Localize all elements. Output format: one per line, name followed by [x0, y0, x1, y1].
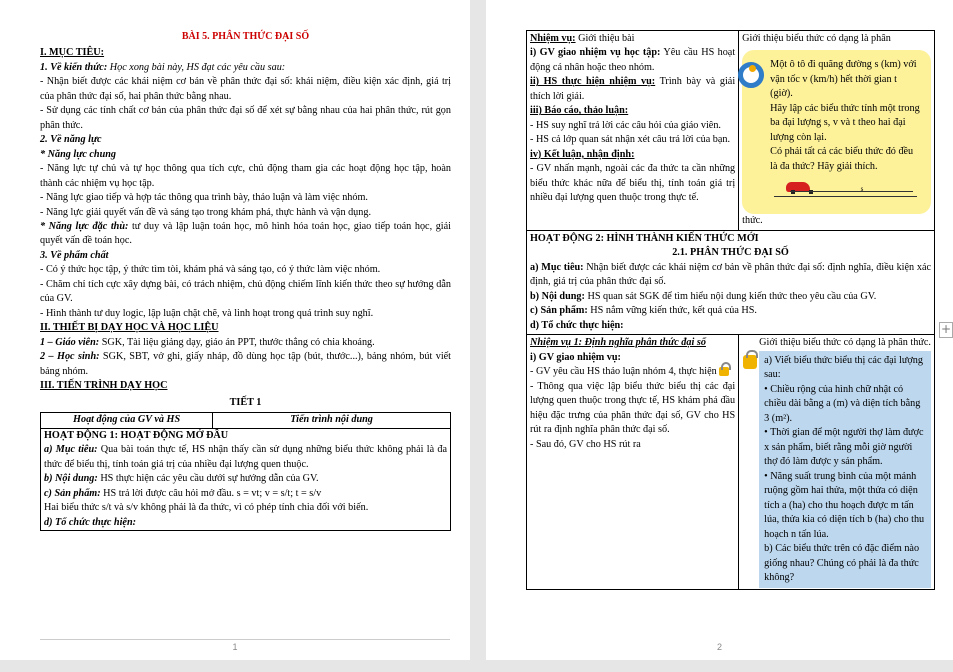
task1-label: Nhiệm vụ 1: Định nghĩa phân thức đại số [530, 337, 706, 349]
explore-bullet: • Thời gian để một người thợ làm được x sản phẩm, biết rằng mỗi giờ người thợ đó làm được y sản phẩm. [764, 427, 924, 468]
car-illustration [770, 180, 921, 206]
activity-1-cell [41, 428, 451, 530]
competence-label: 2. Về năng lực [40, 134, 102, 146]
footer-line [40, 639, 450, 640]
fraction-note: Hai biểu thức s/t và s/v không phải là đa thức, vì có phép tính chia đối với biến. [44, 502, 369, 514]
intro-text-end: thức. [742, 215, 763, 227]
period-title: TIẾT 1 [229, 396, 262, 408]
lock-icon [719, 367, 729, 376]
competence-line: - Năng lực tự chủ và tự học thông qua tích cực, chủ động tham gia các hoạt động học tập, hoàn thành các nhiệm vụ học tập. [40, 163, 451, 189]
task1-cell [527, 335, 739, 590]
teacher-text: SGK, Tài liệu giảng dạy, giáo án PPT, thước thẳng có chia khoảng. [99, 336, 375, 348]
lesson-title: BÀI 5. PHÂN THỨC ĐẠI SỐ [181, 31, 310, 42]
task-cell [527, 31, 739, 231]
page-number: 2 [716, 642, 722, 653]
organize2-label: d) Tổ chức thực hiện: [530, 319, 624, 331]
step-iii-line: - HS suy nghĩ trả lời các câu hỏi của giáo viên. [530, 119, 721, 131]
explore-bullet: • Chiều rộng của hình chữ nhật có chiều dài bằng a (m) và diện tích bằng 3 (m²). [764, 383, 921, 424]
organize-label: d) Tổ chức thực hiện: [44, 516, 137, 528]
lightbulb-ring-icon [738, 62, 764, 88]
step-iii-line: - HS cả lớp quan sát nhận xét câu trả lời của bạn. [530, 134, 731, 146]
explore-box [759, 351, 931, 589]
content2-text: HS quan sát SGK để tìm hiểu nội dung kiến thức theo yêu cầu của GV. [584, 290, 877, 302]
explore-intro: Giới thiệu biểu thức có dạng là phân thức. [759, 337, 931, 349]
note-line: Hãy lập các biểu thức tính một trong ba đại lượng s, v và t theo hai đại lượng còn lại. [770, 102, 920, 143]
distance-label: s [860, 185, 864, 194]
content-text: HS thực hiện các yêu cầu dưới sự hướng dẫn của GV. [97, 473, 319, 485]
activity-table [526, 30, 935, 590]
step-ii-text: Trình bày và giải thích lời giải. [530, 76, 736, 102]
intro-cell [739, 31, 935, 231]
explore-cell [739, 335, 935, 590]
product2-text: HS nắm vững kiến thức, kết quả của HS. [587, 305, 757, 317]
goal2-label: a) Mục tiêu: [530, 261, 584, 273]
road-line [774, 196, 917, 197]
quality-line: - Chăm chỉ tích cực xây dựng bài, có trách nhiệm, chủ động chiếm lĩnh kiến thức theo sự hướng dẫn của GV. [40, 278, 451, 305]
step-i-text: Yêu cầu HS hoạt động cá nhân hoặc theo nhóm. [530, 47, 736, 73]
step-ii-label: ii) HS thực hiện nhiệm vụ: [530, 76, 656, 88]
lesson-table [40, 412, 451, 531]
knowledge-line: - Nhận biết được các khái niệm cơ bản về phân thức đại số: khái niệm, điều kiện xác định, giá trị của phân thức đại số, hai phân thức bằng nhau. [40, 76, 451, 102]
page-2-content [526, 30, 935, 590]
knowledge-text: Học xong bài này, HS đạt các yêu cầu sau: [107, 61, 286, 73]
lock-icon [743, 355, 757, 369]
competence-line: - Năng lực giải quyết vấn đề và sáng tạo trong khám phá, thực hành và vận dụng. [40, 206, 372, 218]
step-i-label: i) GV giao nhiệm vụ học tập: [530, 47, 661, 59]
product2-label: c) Sản phẩm: [530, 305, 588, 317]
step-iii-label: iii) Báo cáo, thảo luận: [530, 105, 629, 117]
problem-note [742, 50, 931, 214]
explore-question-b: b) Các biểu thức trên có đặc điểm nào giống nhau? Chúng có phải là đa thức không? [764, 543, 920, 583]
knowledge-line: - Sử dụng các tính chất cơ bản của phân thức đại số để xét sự bằng nhau của hai phân thức, rút gọn phân thức. [40, 105, 451, 131]
content-label: b) Nội dung: [44, 473, 98, 485]
general-competence-label: * Năng lực chung [40, 148, 117, 160]
col-header-activity: Hoạt động của GV và HS [41, 413, 213, 428]
page-1 [0, 0, 470, 660]
task1-line: - Sau đó, GV cho HS rút ra [530, 438, 641, 450]
student-label: 2 – Học sinh: [40, 351, 100, 363]
quality-line: - Hình thành tư duy logic, lập luận chặt chẽ, và linh hoạt trong quá trình suy nghĩ. [40, 307, 374, 319]
task1-line: - Thông qua việc lập biểu thức biểu thị các đại lượng quen thuộc trong thực tế, HS khám phá đầu hiệu đặc trưng của phân thức đại số, GV cho HS rút ra định nghĩa phân thức đại số. [530, 380, 736, 436]
task1-line: - GV yêu cầu HS thảo luận nhóm 4, thực hiện [530, 366, 717, 378]
goal-text: Qua bài toán thực tế, HS nhận thấy cần sử dụng những biểu thức không phải là đa thức để biểu thị, tính toán giá trị của nhiều đại lượng quen thuộc. [44, 444, 447, 470]
specific-competence-label: * Năng lực đặc thù: [40, 221, 129, 232]
activity-1-heading: HOẠT ĐỘNG 1: HOẠT ĐỘNG MỞ ĐẦU [44, 429, 229, 441]
col-header-content: Tiến trình nội dung [213, 413, 451, 428]
step-iv-label: iv) Kết luận, nhận định: [530, 148, 635, 160]
subsection-heading: 2.1. PHÂN THỨC ĐẠI SỐ [672, 247, 789, 259]
quality-label: 3. Về phẩm chất [40, 249, 109, 261]
teacher-label: 1 – Giáo viên: [40, 336, 100, 348]
note-line: Một ô tô đi quãng đường s (km) với vận tốc v (km/h) hết thời gian t (giờ). [770, 59, 917, 100]
goal-label: a) Mục tiêu: [44, 444, 98, 456]
student-text: SGK, SBT, vở ghi, giấy nháp, đồ dùng học tập (bút, thước...), bảng nhóm, bút viết bảng nhóm. [40, 351, 452, 377]
competence-line: - Năng lực giao tiếp và hợp tác thông qua trình bày, thảo luận và làm việc nhóm. [40, 192, 368, 204]
page-number: 1 [232, 642, 238, 653]
assign-label: i) GV giao nhiệm vụ: [530, 351, 621, 363]
section-1-heading: I. MỤC TIÊU: [40, 47, 105, 59]
task-label: Nhiệm vụ: [530, 33, 576, 44]
page-2 [486, 0, 953, 660]
page-1-content [40, 30, 451, 531]
quality-line: - Có ý thức học tập, ý thức tìm tòi, khám phá và sáng tạo, có ý thức làm việc nhóm. [40, 264, 381, 276]
activity-2-heading: HOẠT ĐỘNG 2: HÌNH THÀNH KIẾN THỨC MỚI [530, 232, 759, 244]
product-label: c) Sản phẩm: [44, 487, 101, 499]
product-text: HS trả lời được câu hỏi mở đầu. s = vt; v = s/t; t = s/v [100, 487, 322, 499]
step-iv-text: - GV nhấn mạnh, ngoài các đa thức ta cần những biểu thức khác nữa để biểu thị, tính toán giá trị nhiều đại lượng quen thuộc trong thực tế. [530, 163, 736, 204]
explore-bullet: • Năng suất trung bình của một mảnh ruộng gồm hai thửa, một thửa có diện tích a (ha) cho thu hoạch được m tấn lúa, thửa kia có diện tích b (ha) cho thu hoạch n tấn lúa. [764, 470, 925, 540]
task-text: Giới thiệu bài [575, 33, 635, 44]
goal2-text: Nhận biết được các khái niệm cơ bản về phân thức đại số: định nghĩa, điều kiện xác định, giá trị của phân thức đại số. [530, 261, 931, 288]
distance-arrow [790, 191, 913, 192]
section-3-heading: III. TIẾN TRÌNH DẠY HỌC [40, 380, 168, 392]
activity-2-cell [527, 230, 935, 334]
plus-icon[interactable]: + [940, 322, 952, 336]
intro-text: Giới thiệu biểu thức có dạng là phân [742, 33, 891, 44]
content2-label: b) Nội dung: [530, 290, 585, 302]
note-line: Có phải tất cả các biểu thức đó đều là đa thức? Hãy giải thích. [770, 146, 914, 172]
specific-competence-text: tư duy và lập luận toán học, mô hình hóa toán học, giao tiếp toán học, giải quyết vấn đề toán học. [40, 221, 451, 247]
section-2-heading: II. THIẾT BỊ DẠY HỌC VÀ HỌC LIỆU [40, 322, 219, 334]
explore-question-a: a) Viết biểu thức biểu thị các đại lượng sau: [764, 354, 923, 381]
knowledge-label: 1. Về kiến thức: [40, 61, 108, 73]
